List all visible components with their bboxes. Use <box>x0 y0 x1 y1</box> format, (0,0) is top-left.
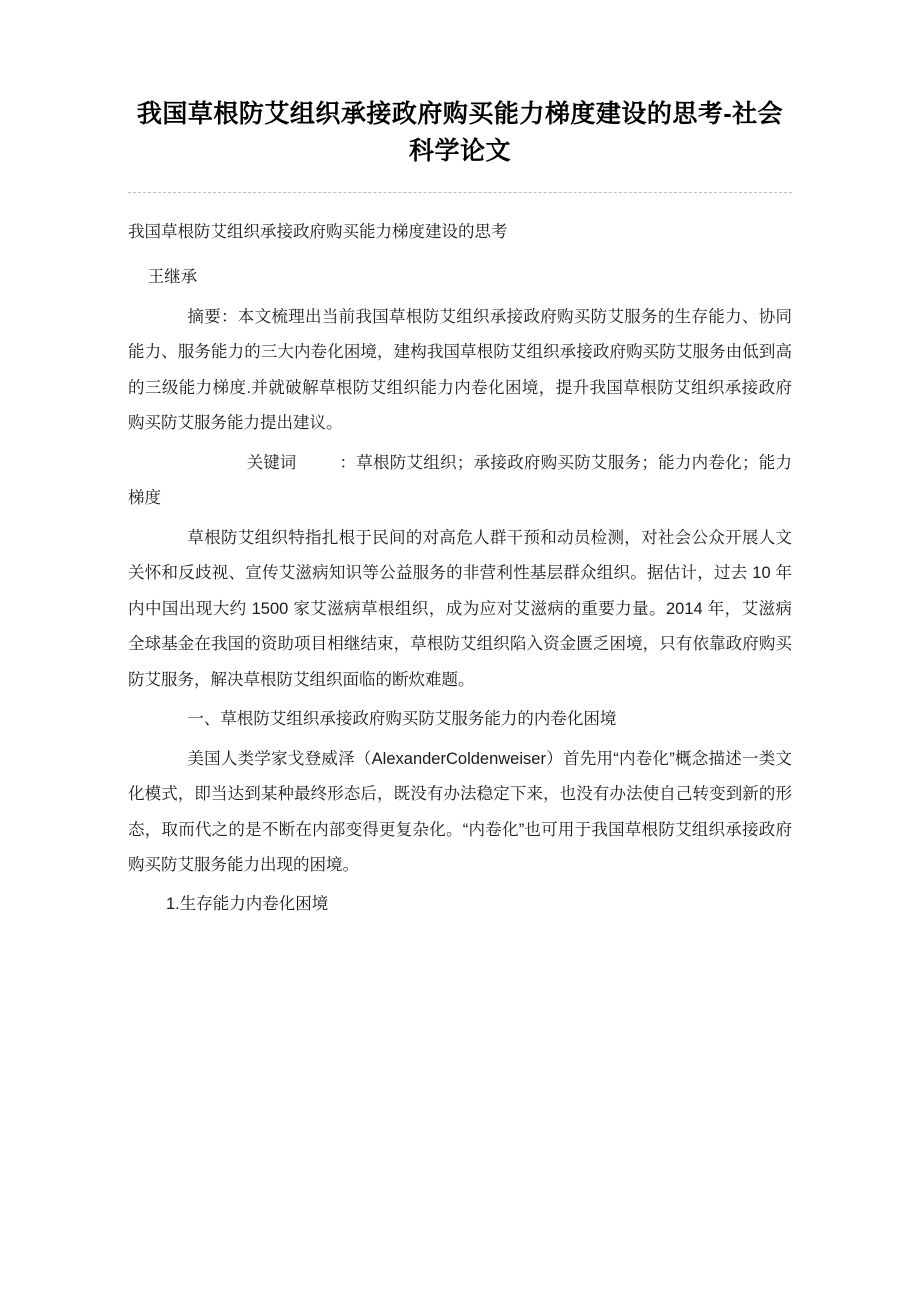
title-divider <box>128 192 792 193</box>
body-paragraph-2: 美国人类学家戈登威泽（AlexanderColdenweiser）首先用“内卷化”概念描述一类文化模式，即当达到某种最终形态后，既没有办法稳定下来，也没有办法使自己转变到新的形态，取而代之的是不断在内部变得更复杂化。“内卷化”也可用于我国草根防艾组织承接政府购买防艾服务能力出现的困境。 <box>128 749 792 874</box>
keywords-value: ：草根防艾组织；承接政府购买防艾服务；能力内卷化；能力梯度 <box>128 453 792 508</box>
section-heading-2: 1.生存能力内卷化困境 <box>165 895 329 914</box>
keywords-label: 关键词 <box>246 453 297 472</box>
author-name: 王继承 <box>147 268 198 287</box>
abstract-paragraph: 摘要：本文梳理出当前我国草根防艾组织承接政府购买防艾服务的生存能力、协同能力、服务能力的三大内卷化困境，建构我国草根防艾组织承接政府购买防艾服务由低到高的三级能力梯度.并就破解草根防艾组织能力内卷化困境，提升我国草根防艾组织承接政府购买防艾服务能力提出建议。 <box>128 307 792 433</box>
keywords-paragraph <box>128 446 792 517</box>
section-heading-1: 一、草根防艾组织承接政府购买防艾服务能力的内卷化困境 <box>187 710 617 729</box>
document-subtitle: 我国草根防艾组织承接政府购买能力梯度建设的思考 <box>128 223 508 241</box>
body-paragraph-1: 草根防艾组织特指扎根于民间的对高危人群干预和动员检测，对社会公众开展人文关怀和反歧视、宣传艾滋病知识等公益服务的非营利性基层群众组织。据估计，过去 10 年内中国出现大约 1500 家艾滋病草根组织，成为应对艾滋病的重要力量。2014 年，艾滋病全球基金在我国的资助项目相继结束，草根防艾组织陷入资金匮乏困境，只有依靠政府购买防艾服务，解决草根防艾组织面临的断炊难题。 <box>128 528 792 689</box>
page-title: 我国草根防艾组织承接政府购买能力梯度建设的思考-社会科学论文 <box>136 100 784 165</box>
